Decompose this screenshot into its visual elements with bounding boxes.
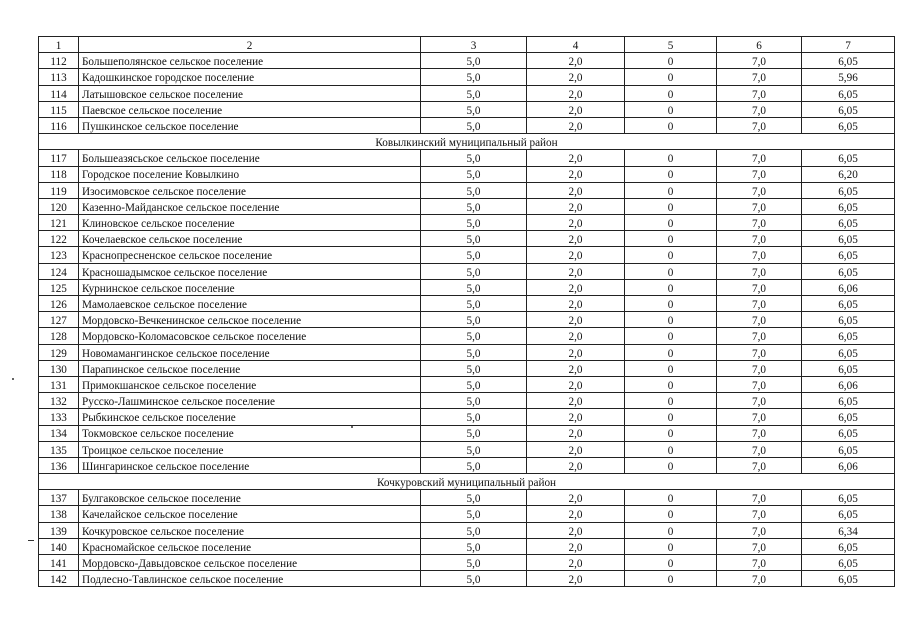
table-row [39, 360, 895, 376]
table-row [39, 182, 895, 198]
value-col-6: 7,0 [717, 85, 802, 101]
value-col-5: 0 [625, 263, 717, 279]
value-col-3: 5,0 [421, 150, 527, 166]
row-number: 112 [39, 53, 79, 69]
value-col-6: 7,0 [717, 538, 802, 554]
value-col-3: 5,0 [421, 506, 527, 522]
value-col-7: 6,20 [802, 166, 895, 182]
district-heading-row [39, 134, 895, 150]
table-row [39, 522, 895, 538]
settlement-name: Казенно-Майданское сельское поселение [79, 198, 421, 214]
settlement-name: Мордовско-Вечкенинское сельское поселение [79, 312, 421, 328]
value-col-4: 2,0 [527, 247, 625, 263]
rates-table [38, 36, 895, 587]
row-number: 138 [39, 506, 79, 522]
settlement-name: Парапинское сельское поселение [79, 360, 421, 376]
table-row [39, 425, 895, 441]
value-col-3: 5,0 [421, 522, 527, 538]
value-col-5: 0 [625, 296, 717, 312]
value-col-3: 5,0 [421, 101, 527, 117]
value-col-4: 2,0 [527, 117, 625, 133]
value-col-6: 7,0 [717, 490, 802, 506]
value-col-4: 2,0 [527, 555, 625, 571]
value-col-6: 7,0 [717, 247, 802, 263]
value-col-6: 7,0 [717, 409, 802, 425]
table-row [39, 409, 895, 425]
value-col-5: 0 [625, 506, 717, 522]
value-col-6: 7,0 [717, 117, 802, 133]
value-col-6: 7,0 [717, 571, 802, 587]
table-row [39, 457, 895, 473]
row-number: 129 [39, 344, 79, 360]
value-col-3: 5,0 [421, 247, 527, 263]
value-col-6: 7,0 [717, 457, 802, 473]
value-col-3: 5,0 [421, 441, 527, 457]
row-number: 136 [39, 457, 79, 473]
value-col-7: 6,05 [802, 53, 895, 69]
value-col-3: 5,0 [421, 231, 527, 247]
settlement-name: Мамолаевское сельское поселение [79, 296, 421, 312]
row-number: 142 [39, 571, 79, 587]
value-col-6: 7,0 [717, 441, 802, 457]
value-col-3: 5,0 [421, 166, 527, 182]
row-number: 118 [39, 166, 79, 182]
value-col-5: 0 [625, 247, 717, 263]
row-number: 119 [39, 182, 79, 198]
value-col-6: 7,0 [717, 344, 802, 360]
value-col-5: 0 [625, 69, 717, 85]
table-row [39, 555, 895, 571]
district-heading-row [39, 474, 895, 490]
value-col-7: 6,05 [802, 263, 895, 279]
row-number: 131 [39, 376, 79, 392]
table-row [39, 166, 895, 182]
settlement-name: Латышовское сельское поселение [79, 85, 421, 101]
value-col-4: 2,0 [527, 490, 625, 506]
table-row [39, 312, 895, 328]
value-col-3: 5,0 [421, 279, 527, 295]
value-col-7: 6,05 [802, 425, 895, 441]
value-col-6: 7,0 [717, 360, 802, 376]
settlement-name: Кочелаевское сельское поселение [79, 231, 421, 247]
settlement-name: Курнинское сельское поселение [79, 279, 421, 295]
table-row [39, 328, 895, 344]
value-col-7: 6,05 [802, 215, 895, 231]
value-col-7: 6,05 [802, 506, 895, 522]
value-col-4: 2,0 [527, 231, 625, 247]
table-row [39, 247, 895, 263]
settlement-name: Русско-Лашминское сельское поселение [79, 393, 421, 409]
value-col-5: 0 [625, 522, 717, 538]
row-number: 125 [39, 279, 79, 295]
value-col-4: 2,0 [527, 441, 625, 457]
settlement-name: Большеполянское сельское поселение [79, 53, 421, 69]
value-col-7: 6,05 [802, 198, 895, 214]
row-number: 141 [39, 555, 79, 571]
value-col-3: 5,0 [421, 393, 527, 409]
value-col-7: 6,05 [802, 101, 895, 117]
value-col-4: 2,0 [527, 166, 625, 182]
value-col-4: 2,0 [527, 360, 625, 376]
table-body [39, 37, 895, 587]
value-col-3: 5,0 [421, 344, 527, 360]
value-col-3: 5,0 [421, 117, 527, 133]
column-number-5: 5 [625, 37, 717, 53]
value-col-5: 0 [625, 231, 717, 247]
value-col-5: 0 [625, 538, 717, 554]
value-col-4: 2,0 [527, 263, 625, 279]
value-col-5: 0 [625, 490, 717, 506]
value-col-3: 5,0 [421, 457, 527, 473]
value-col-6: 7,0 [717, 279, 802, 295]
settlement-name: Качелайское сельское поселение [79, 506, 421, 522]
value-col-6: 7,0 [717, 425, 802, 441]
value-col-4: 2,0 [527, 457, 625, 473]
value-col-6: 7,0 [717, 69, 802, 85]
value-col-3: 5,0 [421, 360, 527, 376]
settlement-name: Рыбкинское сельское поселение [79, 409, 421, 425]
value-col-4: 2,0 [527, 344, 625, 360]
value-col-7: 6,05 [802, 247, 895, 263]
value-col-5: 0 [625, 312, 717, 328]
value-col-5: 0 [625, 571, 717, 587]
table-row [39, 296, 895, 312]
value-col-4: 2,0 [527, 425, 625, 441]
value-col-7: 6,05 [802, 360, 895, 376]
value-col-3: 5,0 [421, 425, 527, 441]
row-number: 116 [39, 117, 79, 133]
value-col-7: 6,05 [802, 441, 895, 457]
column-number-6: 6 [717, 37, 802, 53]
value-col-7: 6,06 [802, 376, 895, 392]
value-col-6: 7,0 [717, 150, 802, 166]
value-col-7: 6,05 [802, 312, 895, 328]
value-col-7: 6,05 [802, 571, 895, 587]
value-col-5: 0 [625, 53, 717, 69]
value-col-3: 5,0 [421, 409, 527, 425]
value-col-4: 2,0 [527, 522, 625, 538]
value-col-5: 0 [625, 215, 717, 231]
value-col-4: 2,0 [527, 182, 625, 198]
value-col-7: 6,34 [802, 522, 895, 538]
value-col-3: 5,0 [421, 215, 527, 231]
value-col-6: 7,0 [717, 328, 802, 344]
value-col-7: 6,05 [802, 231, 895, 247]
row-number: 137 [39, 490, 79, 506]
settlement-name: Токмовское сельское поселение [79, 425, 421, 441]
value-col-7: 6,05 [802, 490, 895, 506]
value-col-6: 7,0 [717, 296, 802, 312]
value-col-7: 6,05 [802, 117, 895, 133]
value-col-3: 5,0 [421, 376, 527, 392]
row-number: 126 [39, 296, 79, 312]
value-col-3: 5,0 [421, 538, 527, 554]
settlement-name: Клиновское сельское поселение [79, 215, 421, 231]
value-col-4: 2,0 [527, 69, 625, 85]
value-col-4: 2,0 [527, 328, 625, 344]
row-number: 121 [39, 215, 79, 231]
table-row [39, 215, 895, 231]
value-col-4: 2,0 [527, 376, 625, 392]
value-col-4: 2,0 [527, 312, 625, 328]
table-row [39, 393, 895, 409]
value-col-4: 2,0 [527, 279, 625, 295]
value-col-5: 0 [625, 555, 717, 571]
row-number: 117 [39, 150, 79, 166]
value-col-5: 0 [625, 376, 717, 392]
value-col-3: 5,0 [421, 328, 527, 344]
value-col-7: 5,96 [802, 69, 895, 85]
table-row [39, 101, 895, 117]
value-col-4: 2,0 [527, 198, 625, 214]
row-number: 113 [39, 69, 79, 85]
column-number-3: 3 [421, 37, 527, 53]
row-number: 130 [39, 360, 79, 376]
row-number: 115 [39, 101, 79, 117]
value-col-5: 0 [625, 150, 717, 166]
settlement-name: Красномайское сельское поселение [79, 538, 421, 554]
settlement-name: Троицкое сельское поселение [79, 441, 421, 457]
row-number: 135 [39, 441, 79, 457]
value-col-4: 2,0 [527, 85, 625, 101]
value-col-4: 2,0 [527, 53, 625, 69]
row-number: 124 [39, 263, 79, 279]
value-col-6: 7,0 [717, 166, 802, 182]
row-number: 122 [39, 231, 79, 247]
value-col-7: 6,05 [802, 85, 895, 101]
value-col-7: 6,05 [802, 393, 895, 409]
value-col-7: 6,06 [802, 457, 895, 473]
value-col-6: 7,0 [717, 522, 802, 538]
settlement-name: Изосимовское сельское поселение [79, 182, 421, 198]
table-row [39, 150, 895, 166]
value-col-3: 5,0 [421, 198, 527, 214]
value-col-6: 7,0 [717, 376, 802, 392]
column-number-7: 7 [802, 37, 895, 53]
table-row [39, 69, 895, 85]
value-col-6: 7,0 [717, 53, 802, 69]
settlement-name: Кочкуровское сельское поселение [79, 522, 421, 538]
value-col-5: 0 [625, 279, 717, 295]
value-col-5: 0 [625, 85, 717, 101]
value-col-5: 0 [625, 441, 717, 457]
row-number: 140 [39, 538, 79, 554]
table-row [39, 53, 895, 69]
table-row [39, 344, 895, 360]
value-col-5: 0 [625, 198, 717, 214]
value-col-5: 0 [625, 393, 717, 409]
value-col-3: 5,0 [421, 555, 527, 571]
settlement-name: Большеазясьское сельское поселение [79, 150, 421, 166]
value-col-6: 7,0 [717, 215, 802, 231]
column-number-2: 2 [79, 37, 421, 53]
value-col-5: 0 [625, 360, 717, 376]
settlement-name: Мордовско-Коломасовское сельское поселение [79, 328, 421, 344]
scan-speck [12, 378, 14, 380]
value-col-6: 7,0 [717, 263, 802, 279]
district-heading: Ковылкинский муниципальный район [39, 134, 895, 150]
settlement-name: Городское поселение Ковылкино [79, 166, 421, 182]
district-heading: Кочкуровский муниципальный район [39, 474, 895, 490]
table-row [39, 441, 895, 457]
settlement-name: Подлесно-Тавлинское сельское поселение [79, 571, 421, 587]
settlement-name: Булгаковское сельское поселение [79, 490, 421, 506]
value-col-4: 2,0 [527, 101, 625, 117]
value-col-6: 7,0 [717, 393, 802, 409]
value-col-4: 2,0 [527, 296, 625, 312]
value-col-5: 0 [625, 425, 717, 441]
value-col-6: 7,0 [717, 312, 802, 328]
value-col-5: 0 [625, 101, 717, 117]
value-col-5: 0 [625, 344, 717, 360]
settlement-name: Пушкинское сельское поселение [79, 117, 421, 133]
value-col-3: 5,0 [421, 182, 527, 198]
value-col-5: 0 [625, 182, 717, 198]
row-number: 127 [39, 312, 79, 328]
value-col-3: 5,0 [421, 263, 527, 279]
row-number: 114 [39, 85, 79, 101]
value-col-6: 7,0 [717, 198, 802, 214]
value-col-7: 6,05 [802, 409, 895, 425]
value-col-6: 7,0 [717, 555, 802, 571]
value-col-5: 0 [625, 409, 717, 425]
value-col-3: 5,0 [421, 490, 527, 506]
row-number: 128 [39, 328, 79, 344]
value-col-3: 5,0 [421, 312, 527, 328]
row-number: 132 [39, 393, 79, 409]
value-col-4: 2,0 [527, 506, 625, 522]
value-col-4: 2,0 [527, 571, 625, 587]
value-col-5: 0 [625, 457, 717, 473]
settlement-name: Краснопресненское сельское поселение [79, 247, 421, 263]
value-col-7: 6,05 [802, 182, 895, 198]
value-col-7: 6,06 [802, 279, 895, 295]
table-row [39, 263, 895, 279]
value-col-3: 5,0 [421, 296, 527, 312]
settlement-name: Красношадымское сельское поселение [79, 263, 421, 279]
value-col-4: 2,0 [527, 409, 625, 425]
scan-speck [351, 426, 353, 428]
value-col-7: 6,05 [802, 344, 895, 360]
value-col-6: 7,0 [717, 506, 802, 522]
settlement-name: Примокшанское сельское поселение [79, 376, 421, 392]
value-col-5: 0 [625, 328, 717, 344]
value-col-4: 2,0 [527, 538, 625, 554]
column-number-1: 1 [39, 37, 79, 53]
value-col-3: 5,0 [421, 571, 527, 587]
value-col-7: 6,05 [802, 555, 895, 571]
row-number: 120 [39, 198, 79, 214]
settlement-name: Мордовско-Давыдовское сельское поселение [79, 555, 421, 571]
table-row [39, 538, 895, 554]
value-col-4: 2,0 [527, 215, 625, 231]
value-col-7: 6,05 [802, 150, 895, 166]
table-row [39, 231, 895, 247]
value-col-4: 2,0 [527, 393, 625, 409]
table-row [39, 279, 895, 295]
value-col-5: 0 [625, 117, 717, 133]
value-col-3: 5,0 [421, 69, 527, 85]
column-number-4: 4 [527, 37, 625, 53]
table-row [39, 85, 895, 101]
settlement-name: Кадошкинское городское поселение [79, 69, 421, 85]
value-col-4: 2,0 [527, 150, 625, 166]
table-row [39, 490, 895, 506]
table-row [39, 506, 895, 522]
settlement-name: Шингаринское сельское поселение [79, 457, 421, 473]
scan-mark [28, 540, 34, 541]
value-col-6: 7,0 [717, 231, 802, 247]
value-col-5: 0 [625, 166, 717, 182]
row-number: 134 [39, 425, 79, 441]
value-col-3: 5,0 [421, 53, 527, 69]
row-number: 133 [39, 409, 79, 425]
value-col-3: 5,0 [421, 85, 527, 101]
table-row [39, 117, 895, 133]
table-row [39, 198, 895, 214]
value-col-6: 7,0 [717, 182, 802, 198]
row-number: 139 [39, 522, 79, 538]
value-col-7: 6,05 [802, 538, 895, 554]
value-col-7: 6,05 [802, 296, 895, 312]
settlement-name: Паевское сельское поселение [79, 101, 421, 117]
table-row [39, 376, 895, 392]
table-row [39, 571, 895, 587]
column-number-row [39, 37, 895, 53]
value-col-7: 6,05 [802, 328, 895, 344]
value-col-6: 7,0 [717, 101, 802, 117]
settlement-name: Новомамангинское сельское поселение [79, 344, 421, 360]
row-number: 123 [39, 247, 79, 263]
